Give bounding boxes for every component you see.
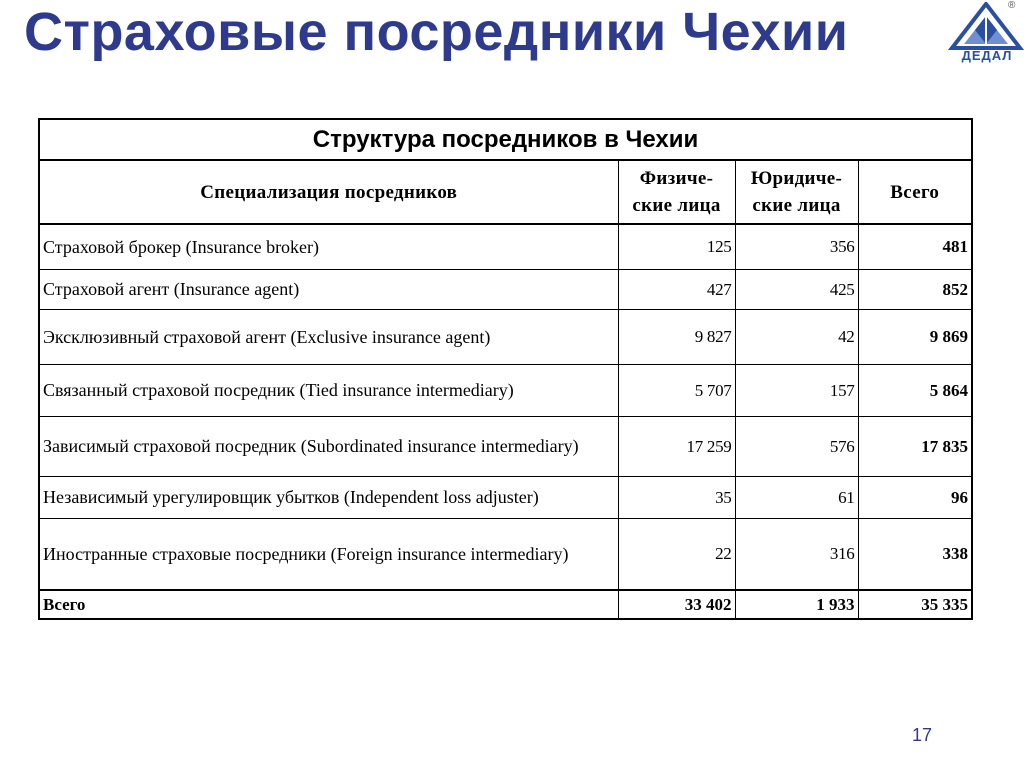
row-individuals: 9 827 [618, 310, 735, 365]
row-legal: 576 [735, 417, 858, 477]
row-legal: 356 [735, 224, 858, 270]
row-name: Иностранные страховые посредники (Foreign insurance intermediary) [39, 519, 618, 591]
header-legal [735, 160, 858, 224]
page-number: 17 [912, 725, 933, 745]
row-legal: 316 [735, 519, 858, 591]
table-row [39, 224, 972, 270]
row-legal: 42 [735, 310, 858, 365]
row-individuals: 17 259 [618, 417, 735, 477]
header-specialization: Специализация посредников [39, 160, 618, 224]
header-individuals [618, 160, 735, 224]
slide-title: Страховые посредники Чехии [24, 2, 849, 62]
row-total: 9 869 [858, 310, 972, 365]
row-name: Независимый урегулировщик убытков (Independent loss adjuster) [39, 477, 618, 519]
total-row-name: Всего [39, 590, 618, 619]
table-caption: Структура посредников в Чехии [39, 119, 972, 160]
row-name: Зависимый страховой посредник (Subordinated insurance intermediary) [39, 417, 618, 477]
table-row [39, 310, 972, 365]
header-legal-line1: Юридиче- [750, 168, 843, 189]
row-total: 481 [858, 224, 972, 270]
row-name: Страховой агент (Insurance agent) [39, 270, 618, 310]
table-row [39, 477, 972, 519]
row-individuals: 5 707 [618, 365, 735, 417]
row-total: 852 [858, 270, 972, 310]
total-row [39, 590, 972, 619]
row-individuals: 35 [618, 477, 735, 519]
row-legal: 157 [735, 365, 858, 417]
row-name: Эксклюзивный страховой агент (Exclusive insurance agent) [39, 310, 618, 365]
table-row [39, 365, 972, 417]
total-row-individuals: 33 402 [618, 590, 735, 619]
row-total: 17 835 [858, 417, 972, 477]
row-legal: 425 [735, 270, 858, 310]
total-row-legal: 1 933 [735, 590, 858, 619]
table-row [39, 417, 972, 477]
row-name: Страховой брокер (Insurance broker) [39, 224, 618, 270]
row-individuals: 427 [618, 270, 735, 310]
table-row [39, 270, 972, 310]
row-total: 96 [858, 477, 972, 519]
intermediaries-table [38, 118, 973, 620]
table-row [39, 519, 972, 591]
header-individuals-line2: ские лица [632, 195, 721, 216]
row-name: Связанный страховой посредник (Tied insurance intermediary) [39, 365, 618, 417]
row-total: 338 [858, 519, 972, 591]
header-total: Всего [858, 160, 972, 224]
row-total: 5 864 [858, 365, 972, 417]
header-individuals-line1: Физиче- [639, 168, 714, 189]
header-legal-line2: ские лица [752, 195, 841, 216]
logo-text: ДЕДАЛ [961, 48, 1013, 63]
total-row-total: 35 335 [858, 590, 972, 619]
row-individuals: 22 [618, 519, 735, 591]
row-individuals: 125 [618, 224, 735, 270]
registered-mark: ® [1008, 0, 1016, 11]
row-legal: 61 [735, 477, 858, 519]
